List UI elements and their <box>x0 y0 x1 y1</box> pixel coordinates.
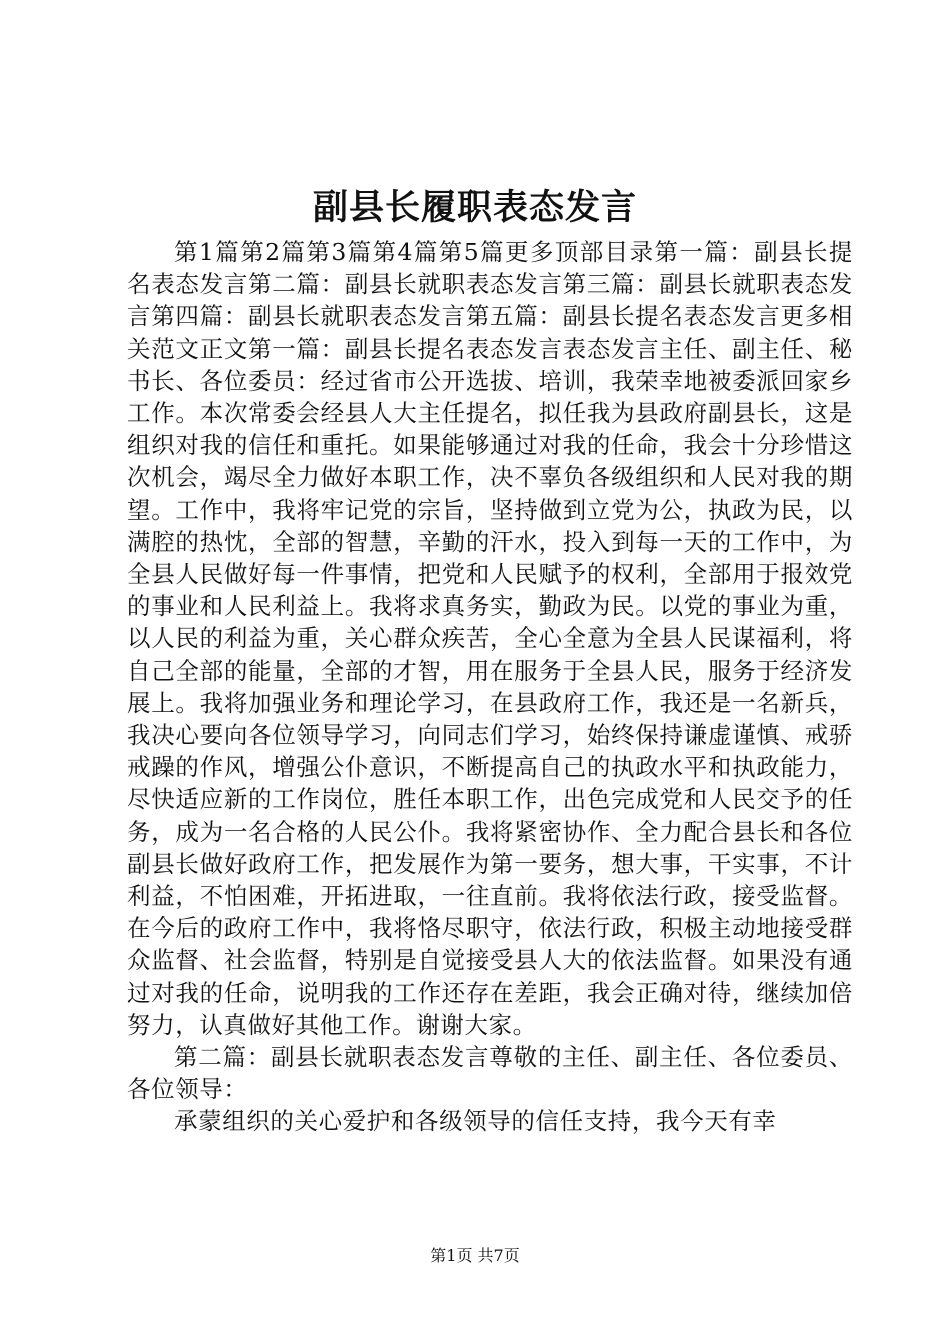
paragraph-1: 第1篇第2篇第3篇第4篇第5篇更多顶部目录第一篇：副县长提名表态发言第二篇：副县长就职表态发言第三篇：副县长就职表态发言第四篇：副县长就职表态发言第五篇：副县长提名表态发言更多相关范文正文第一篇：副县长提名表态发言表态发言主任、副主任、秘书长、各位委员：经过省市公开选拔、培训，我荣幸地被委派回家乡工作。本次常委会经县人大主任提名，拟任我为县政府副县长，这是组织对我的信任和重托。如果能够通过对我的任命，我会十分珍惜这次机会，竭尽全力做好本职工作，决不辜负各级组织和人民对我的期望。工作中，我将牢记党的宗旨，坚持做到立党为公，执政为民，以满腔的热忱，全部的智慧，辛勤的汗水，投入到每一天的工作中，为全县人民做好每一件事情，把党和人民赋予的权利，全部用于报效党的事业和人民利益上。我将求真务实，勤政为民。以党的事业为重，以人民的利益为重，关心群众疾苦，全心全意为全县人民谋福利，将自己全部的能量，全部的才智，用在服务于全县人民，服务于经济发展上。我将加强业务和理论学习，在县政府工作，我还是一名新兵，我决心要向各位领导学习，向同志们学习，始终保持谦虚谨慎、戒骄戒躁的作风，增强公仆意识，不断提高自己的执政水平和执政能力，尽快适应新的工作岗位，胜任本职工作，出色完成党和人民交予的任务，成为一名合格的人民公仆。我将紧密协作、全力配合县长和各位副县长做好政府工作，把发展作为第一要务，想大事，干实事，不计利益，不怕困难，开拓进取，一往直前。我将依法行政，接受监督。在今后的政府工作中，我将恪尽职守，依法行政，积极主动地接受群众监督、社会监督，特别是自觉接受县人大的依法监督。如果没有通过对我的任命，说明我的工作还存在差距，我会正确对待，继续加倍努力，认真做好其他工作。谢谢大家。 <box>127 238 853 1039</box>
paragraph-2: 第二篇：副县长就职表态发言尊敬的主任、副主任、各位委员、各位领导： <box>127 1043 853 1104</box>
document-title: 副县长履职表态发言 <box>312 187 637 228</box>
document-body <box>127 236 853 1138</box>
paragraph-3: 承蒙组织的关心爱护和各级领导的信任支持，我今天有幸 <box>174 1107 777 1136</box>
page-footer: 第1页 共7页 <box>430 1246 520 1265</box>
